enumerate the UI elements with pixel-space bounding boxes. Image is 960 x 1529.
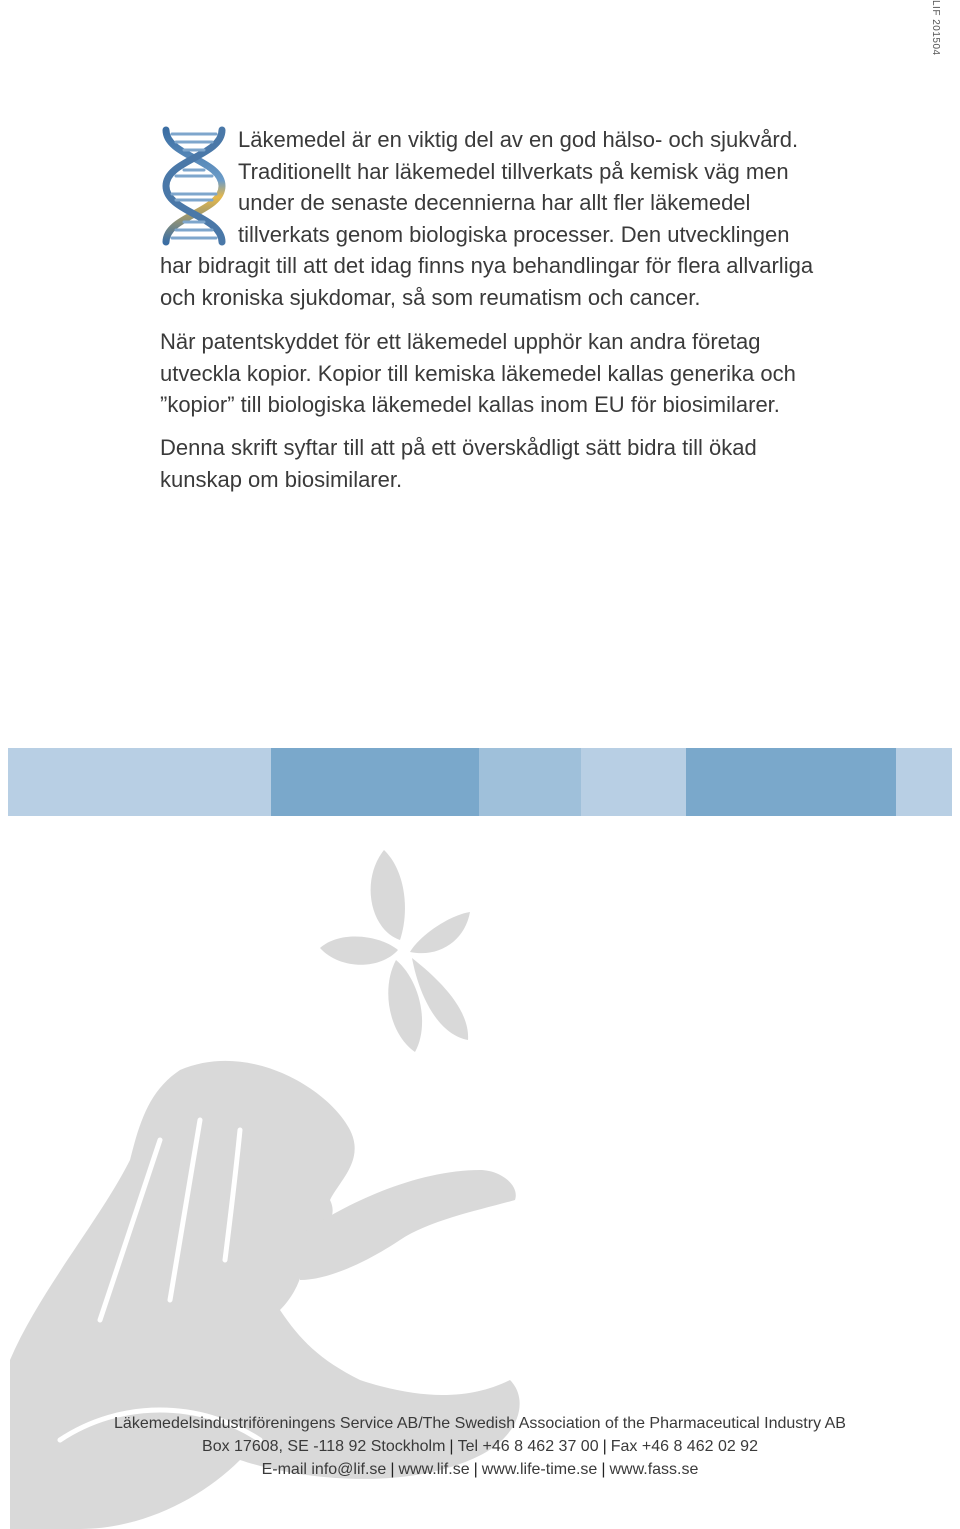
footer-tel: Tel +46 8 462 37 00 <box>457 1438 599 1455</box>
footer-address: Box 17608, SE -118 92 Stockholm <box>202 1438 446 1455</box>
footer-link-fass[interactable]: www.fass.se <box>609 1461 699 1478</box>
footer-web-line <box>0 1458 960 1481</box>
separator: | <box>602 1438 607 1455</box>
separator: | <box>601 1461 606 1478</box>
footer-email[interactable]: E-mail info@lif.se <box>261 1461 387 1478</box>
band-segment <box>686 748 896 816</box>
purpose-paragraph: Denna skrift syftar till att på ett överskådligt sätt bidra till ökad kunskap om biosimilarer. <box>160 435 757 492</box>
band-segment <box>896 748 952 816</box>
butterfly-wing <box>371 850 405 940</box>
separator: | <box>449 1438 454 1455</box>
intro-paragraph <box>160 124 820 313</box>
butterfly-wing <box>410 912 470 953</box>
band-segment <box>271 748 479 816</box>
footer-contact-line <box>0 1435 960 1458</box>
footer-link-lif[interactable]: www.lif.se <box>398 1461 470 1478</box>
icon-wrap-space <box>160 124 238 248</box>
patent-paragraph: När patentskyddet för ett läkemedel upphör kan andra företag utveckla kopior. Kopior till kemiska läkemedel kallas generika och ”kopior” till biologiska läkemedel kallas inom EU för biosimilarer. <box>160 329 796 417</box>
document-code: LIF 201504 <box>930 0 941 56</box>
band-segment <box>8 748 271 816</box>
separator: | <box>390 1461 395 1478</box>
footer-link-lifetime[interactable]: www.life-time.se <box>481 1461 598 1478</box>
color-band <box>8 748 952 816</box>
band-segment <box>581 748 686 816</box>
butterfly-wing <box>320 936 398 964</box>
footer <box>0 1412 960 1481</box>
band-segment <box>479 748 581 816</box>
footer-organization: Läkemedelsindustriföreningens Service AB/The Swedish Association of the Pharmaceutical Industry AB <box>114 1415 846 1432</box>
footer-fax: Fax +46 8 462 02 92 <box>610 1438 758 1455</box>
intro-text: Läkemedel är en viktig del av en god hälso- och sjukvård. Traditionellt har läkemedel tillverkats på kemisk väg men under de senaste decennierna har allt fler läkemedel tillverkats genom biologiska processer. Den utvecklingen har bidragit till att det idag finns nya behandlingar för flera allvarliga och kroniska sjukdomar, så som reumatism och cancer. <box>160 127 814 310</box>
separator: | <box>473 1461 478 1478</box>
